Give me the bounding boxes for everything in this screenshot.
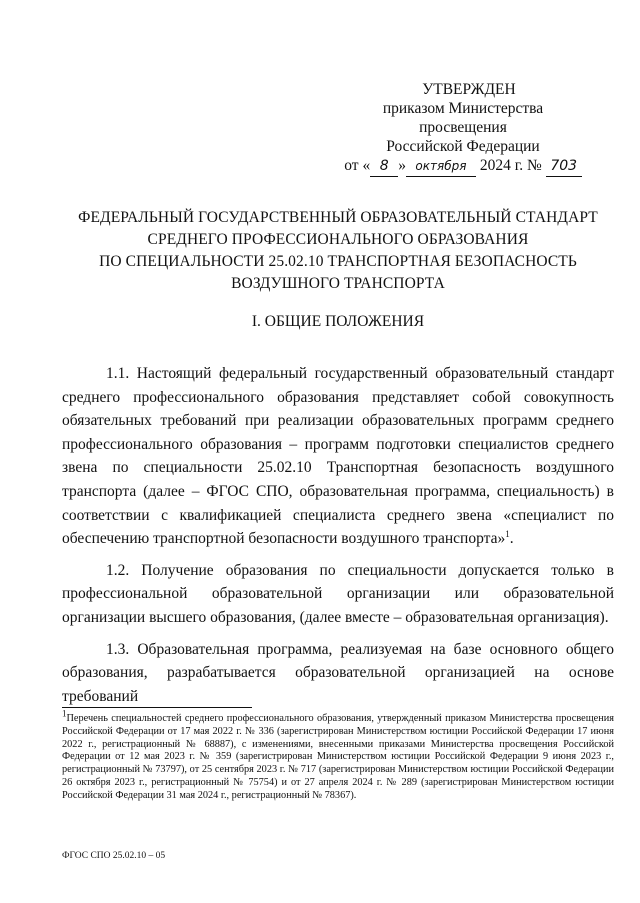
handwritten-month: октября <box>406 157 476 177</box>
title-line-4: ВОЗДУШНОГО ТРАНСПОРТА <box>231 275 445 292</box>
section-heading: I. ОБЩИЕ ПОЛОЖЕНИЯ <box>251 313 425 330</box>
paragraph-1-1-text: 1.1. Настоящий федеральный государственный образовательный стандарт среднего профессионального образования представляет собой совокупность обязательных требований при реализации образовательных программ среднего профессионального образования – программ подготовки специалистов среднего звена по специальности 25.02.10 Транспортная безопасность воздушного транспорта (далее – ФГОС СПО, образовательная программа, специальность) в соответствии с квалификацией специалиста среднего звена «специалист по обеспечению транспортной безопасности воздушного транспорта» <box>62 365 614 548</box>
footnote-separator <box>62 707 252 708</box>
footnote-reference[interactable]: 1 <box>505 529 510 539</box>
handwritten-order-number: 703 <box>546 157 582 177</box>
approval-line-ministry: приказом Министерства просвещения <box>382 100 544 136</box>
approval-line-federation: Российской Федерации <box>386 138 540 155</box>
date-prefix: от « <box>344 157 371 174</box>
title-line-1: ФЕДЕРАЛЬНЫЙ ГОСУДАРСТВЕННЫЙ ОБРАЗОВАТЕЛЬНЫЙ СТАНДАРТ <box>78 209 598 226</box>
year-and-number-label: 2024 г. № <box>479 157 542 174</box>
title-line-3: ПО СПЕЦИАЛЬНОСТИ 25.02.10 ТРАНСПОРТНАЯ БЕЗОПАСНОСТЬ <box>99 253 577 270</box>
approval-title: УТВЕРЖДЕН <box>422 81 516 98</box>
approval-stamp <box>338 80 588 177</box>
footnote-mark: 1 <box>62 708 67 719</box>
footer-code: ФГОС СПО 25.02.10 – 05 <box>62 851 166 861</box>
date-mid: » <box>398 157 406 174</box>
paragraph-1-1-end: . <box>509 530 514 548</box>
document-title <box>62 207 614 295</box>
body-text <box>62 362 614 716</box>
paragraph-1-1 <box>62 362 614 551</box>
handwritten-day: 8 <box>370 157 398 177</box>
footnote-text: Перечень специальностей среднего профессионального образования, утвержденный приказом Министерства просвещения Российской Федерации от 17 мая 2022 г. № 336 (зарегистрирован Министерством юстиции Российской Федерации 17 июня 2022 г., регистрационный № 68887), с изменениями, внесенными приказами Министерства просвещения Российской Федерации от 12 мая 2023 г. № 359 (зарегистрирован Министерством юстиции Российской Федерации 9 июня 2023 г., регистрационный № 73797), от 25 сентября 2023 г. № 717 (зарегистрирован Министерством юстиции Российской Федерации 26 октября 2023 г., регистрационный № 75754) и от 27 апреля 2024 г. № 289 (зарегистрирован Министерством юстиции Российской Федерации 31 мая 2024 г., регистрационный № 78367). <box>62 713 614 801</box>
footnote <box>62 708 614 803</box>
title-line-2: СРЕДНЕГО ПРОФЕССИОНАЛЬНОГО ОБРАЗОВАНИЯ <box>147 231 529 248</box>
paragraph-1-2: 1.2. Получение образования по специальности допускается только в профессиональной образовательной организации или образовательной организации высшего образования, (далее вместе – образовательная организация). <box>62 561 614 626</box>
paragraph-1-3: 1.3. Образовательная программа, реализуемая на базе основного общего образования, разрабатывается образовательной организацией на основе требований <box>62 640 614 705</box>
approval-date-line <box>338 156 588 177</box>
